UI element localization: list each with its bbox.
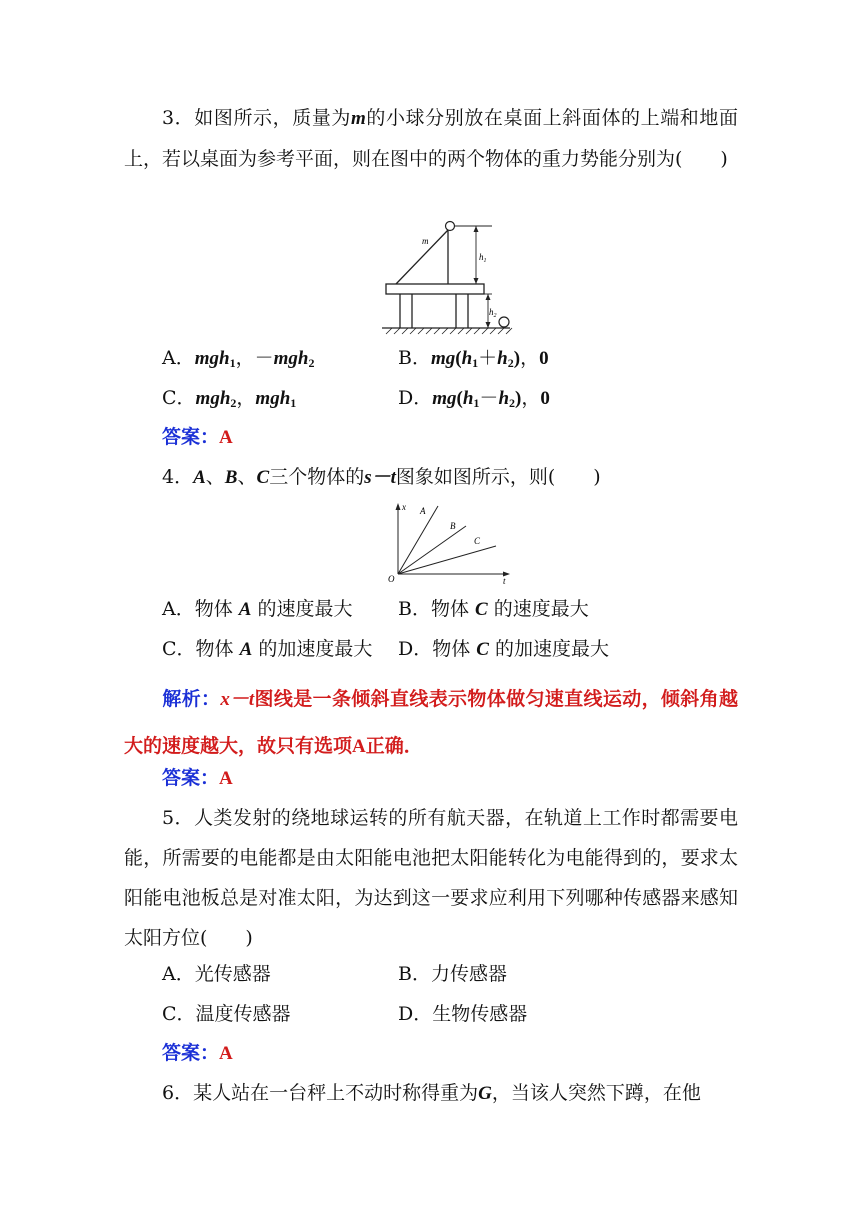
- q3-option-a: A．mgh$_1$，－mgh$_2$: [162, 347, 315, 370]
- q5-number: 5．: [162, 807, 194, 829]
- q5-option-b: B．力传感器: [398, 963, 507, 985]
- q3-option-d: D．$mg(h_1-h_2)$，0: [398, 387, 550, 410]
- q3-option-b: B．$mg(h_1+h_2)$，0: [398, 347, 549, 370]
- q4-option-d: D．物体 C 的加速度最大: [398, 638, 610, 660]
- q5-option-c: C．温度传感器: [162, 1003, 291, 1025]
- svg-text:t: t: [503, 576, 506, 586]
- question-4-stem: 4．A、B、C三个物体的s－t图象如图所示，则( ): [162, 466, 601, 488]
- q4-option-c: C．物体 A 的加速度最大: [162, 638, 373, 660]
- q4-analysis: 解析：x－t图线是一条倾斜直线表示物体做匀速直线运动，倾斜角越大的速度越大，故只有选项A正确．: [124, 688, 738, 757]
- svg-text:O: O: [388, 574, 395, 584]
- q4-line-c: [398, 546, 496, 574]
- q4-line-b: [398, 526, 466, 574]
- svg-text:B: B: [450, 521, 456, 531]
- q5-option-d: D．生物传感器: [398, 1003, 528, 1025]
- svg-text:C: C: [474, 536, 481, 546]
- q4-option-a: A．物体 A 的速度最大: [162, 598, 353, 620]
- question-6-stem: 6．某人站在一台秤上不动时称得重为G，当该人突然下蹲，在他: [162, 1082, 701, 1104]
- q4-figure-st-graph: [386, 498, 516, 588]
- q5-option-a: A．光传感器: [162, 963, 271, 985]
- q3-option-c: C．mgh$_2$，mgh$_1$: [162, 387, 297, 410]
- question-5-stem: 5．人类发射的绕地球运转的所有航天器，在轨道上工作时都需要电能，所需要的电能都是由太阳能电池把太阳能转化为电能得到的，要求太阳能电池板总是对准太阳，为达到这一要求应利用下列哪种传感器来感知太阳方位( ): [124, 807, 738, 949]
- svg-text:x: x: [402, 502, 406, 512]
- q6-number: 6．: [162, 1082, 194, 1104]
- q5-answer: 答案：A: [162, 1042, 233, 1064]
- q4-number: 4．: [162, 466, 194, 488]
- q3-figure-label-h1: $h_1$: [479, 252, 487, 264]
- q4-option-b: B．物体 C 的速度最大: [398, 598, 589, 620]
- q4-answer: 答案：A: [162, 767, 233, 789]
- svg-text:A: A: [420, 506, 426, 516]
- q3-figure-table-incline: [376, 216, 526, 338]
- q3-answer: 答案：A: [162, 426, 233, 448]
- q3-figure-label-m: m: [422, 236, 429, 246]
- q3-figure-label-h2: $h_2$: [489, 307, 497, 319]
- question-3-stem: 3．如图所示，质量为m的小球分别放在桌面上斜面体的上端和地面上，若以桌面为参考平面，则在图中的两个物体的重力势能分别为( ): [124, 107, 738, 170]
- q3-number: 3．: [162, 107, 195, 129]
